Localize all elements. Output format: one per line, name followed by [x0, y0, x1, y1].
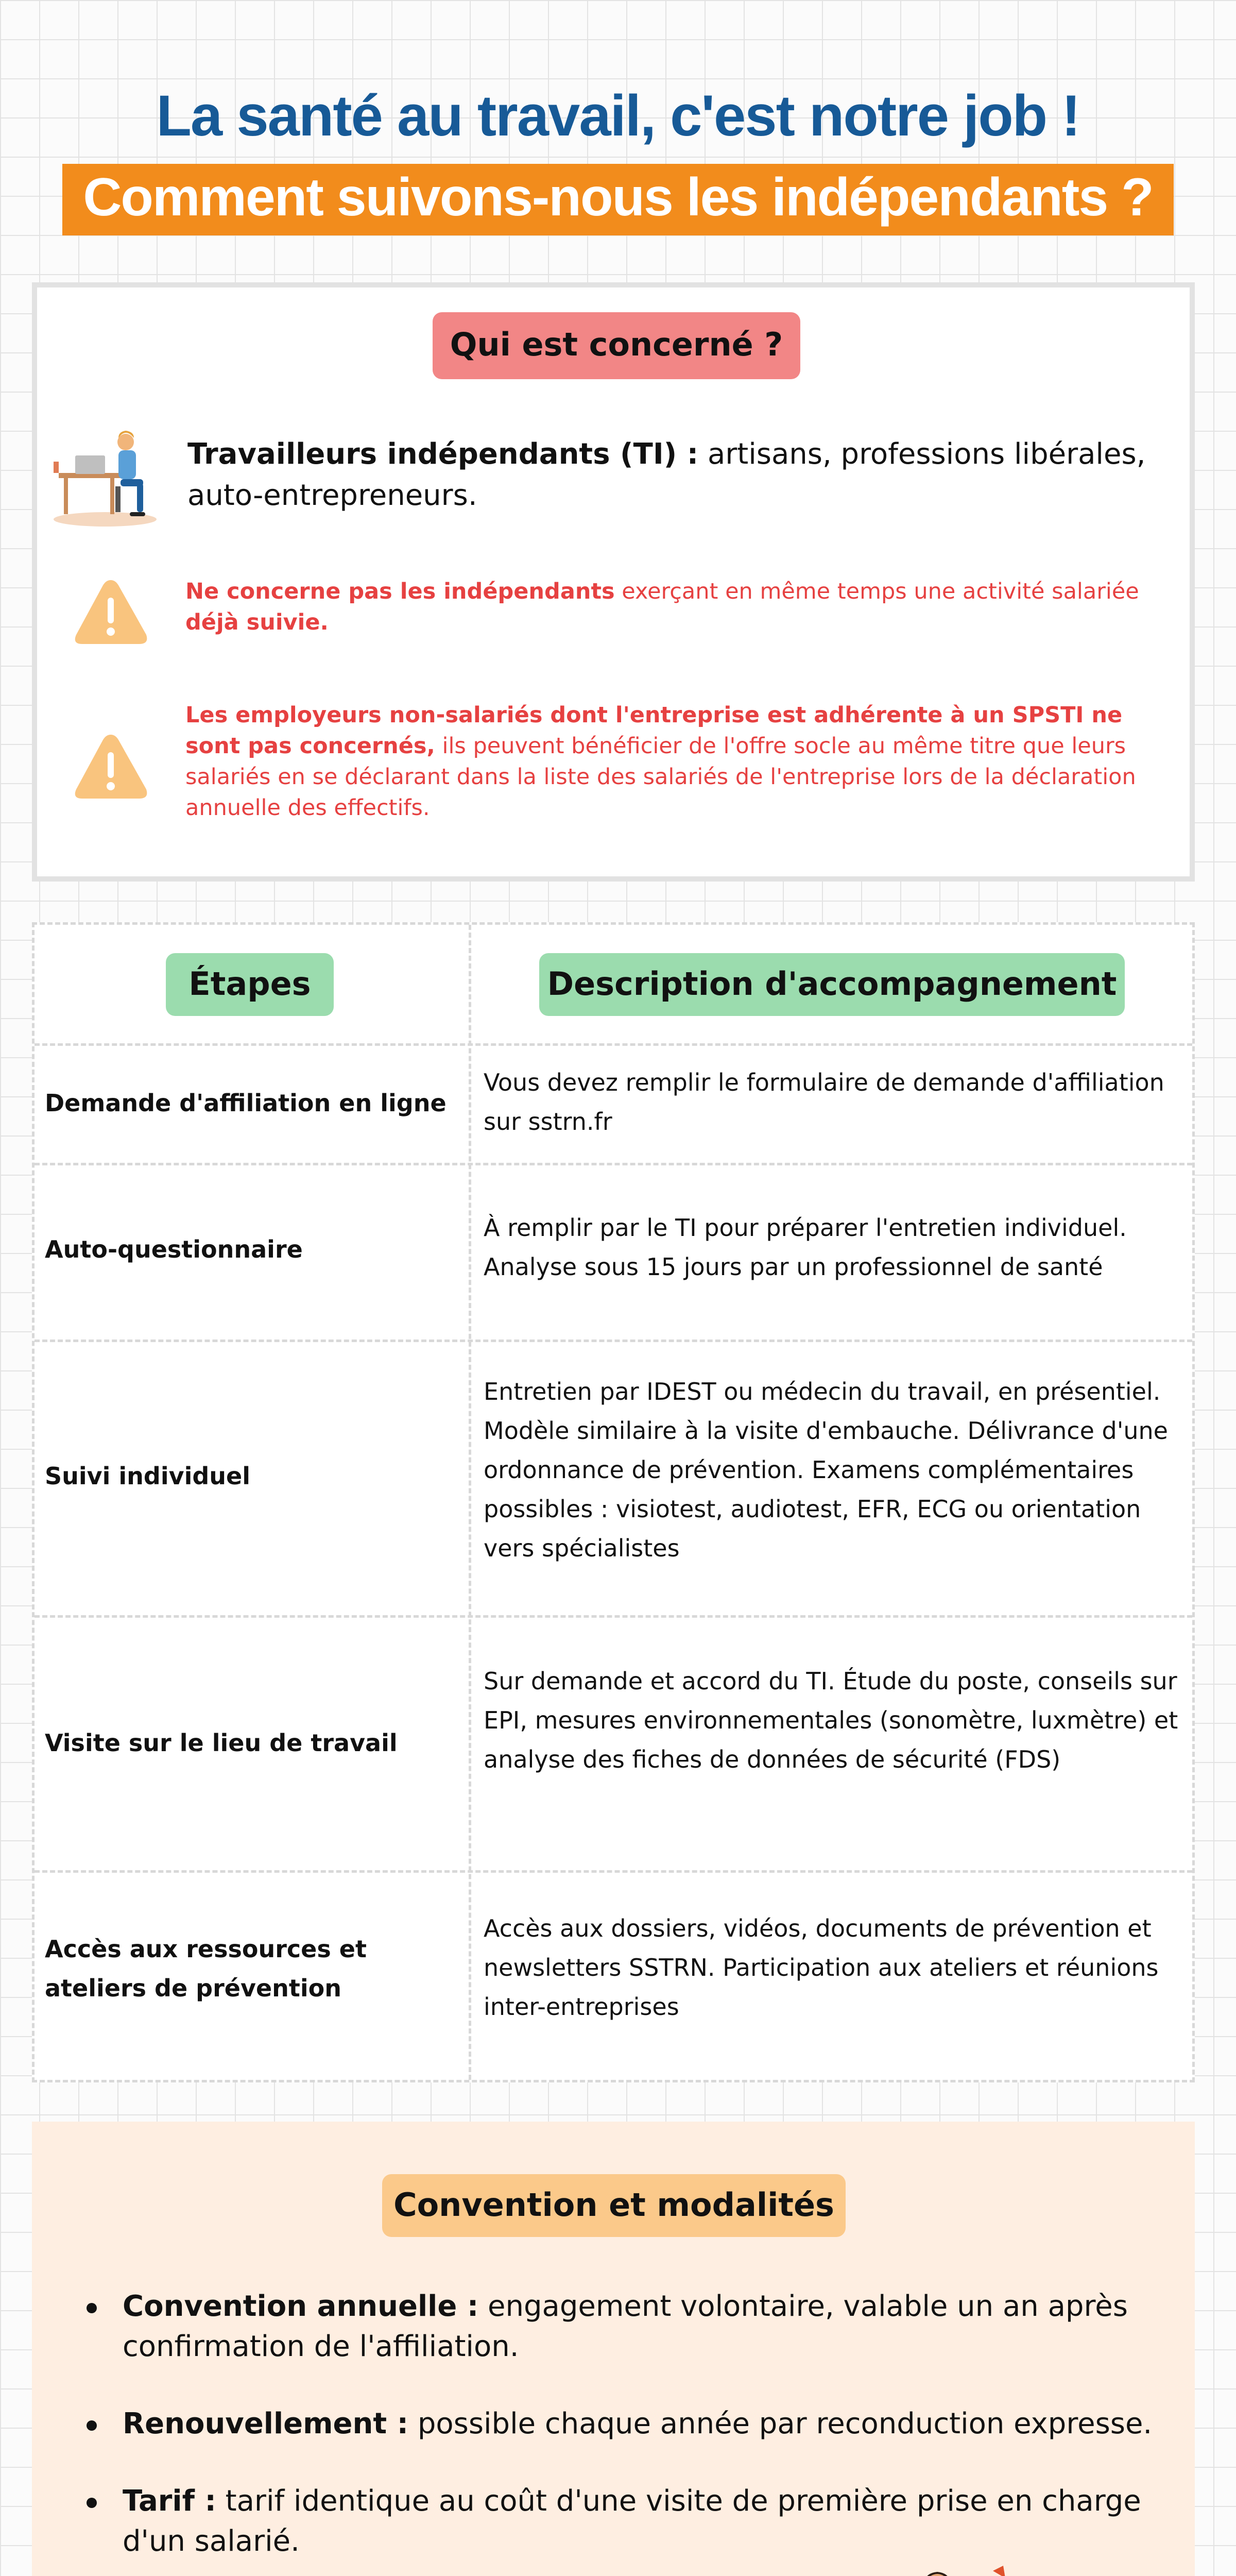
ti-detail: artisans, professions libérales, auto-entrepreneurs. — [187, 437, 1146, 512]
list-item — [87, 2481, 1168, 2562]
steps-column-header: Étapes — [166, 953, 334, 1016]
table-divider — [35, 1163, 1192, 1165]
table-divider — [469, 925, 471, 2080]
convention-item-text: tarif identique au coût d'une visite de première prise en charge d'un salarié. — [123, 2484, 1141, 2558]
warning1-bold2: déjà suivie. — [185, 609, 329, 635]
warning2-bold: Les employeurs non-salariés dont l'entreprise est adhérente à un SPSTI ne sont pas concernés, — [185, 702, 1123, 759]
table-row-description: Entretien par IDEST ou médecin du travail, en présentiel. Modèle similaire à la visite d'embauche. Délivrance d'une ordonnance de prévention. Examens complémentaires possibles : visiotest, audiotest, EFR, ECG ou orientation vers spécialistes — [484, 1378, 1168, 1562]
table-row-step: Auto-questionnaire — [45, 1235, 303, 1263]
ti-description — [187, 434, 1176, 516]
warning-icon — [72, 576, 149, 648]
convention-item-text: possible chaque année par reconduction expresse. — [408, 2407, 1153, 2441]
table-row-description: Accès aux dossiers, vidéos, documents de prévention et newsletters SSTRN. Participation aux ateliers et réunions inter-entreprises — [484, 1914, 1159, 2021]
convention-item-label: Convention annuelle : — [123, 2290, 479, 2323]
convention-item-text: engagement volontaire, valable un an après confirmation de l'affiliation. — [123, 2290, 1128, 2363]
page-title: La santé au travail, c'est notre job ! — [156, 83, 1080, 148]
concerned-heading: Qui est concerné ? — [433, 312, 800, 379]
page-subtitle: Comment suivons-nous les indépendants ? — [62, 164, 1173, 235]
warning1-bold: Ne concerne pas les indépendants — [185, 579, 615, 604]
ti-label: Travailleurs indépendants (TI) : — [187, 437, 699, 471]
subtitle-wrap — [0, 164, 1236, 235]
steps-table — [32, 922, 1195, 2082]
team-meeting-illustration-icon — [901, 2555, 1143, 2576]
table-divider — [35, 1340, 1192, 1342]
concerned-card — [32, 282, 1195, 882]
freelancer-illustration-icon — [48, 416, 167, 530]
table-divider — [35, 1870, 1192, 1873]
warning-text-2 — [185, 700, 1159, 823]
warning2-rest: ils peuvent bénéficier de l'offre socle au même titre que leurs salariés en se déclarant dans la liste des salariés de l'entreprise lors de la déclaration annuelle des effectifs. — [185, 733, 1136, 821]
table-row-step: Suivi individuel — [45, 1462, 251, 1490]
warning1-mid: exerçant en même temps une activité salariée — [614, 579, 1139, 604]
convention-list — [87, 2286, 1168, 2576]
convention-heading: Convention et modalités — [382, 2174, 846, 2237]
table-row-description: Sur demande et accord du TI. Étude du poste, conseils sur EPI, mesures environnementales (sonomètre, luxmètre) et analyse des fiches de données de sécurité (FDS) — [484, 1667, 1178, 1773]
table-row-step: Accès aux ressources et ateliers de prévention — [45, 1935, 367, 2002]
table-divider — [35, 1615, 1192, 1618]
convention-card — [32, 2122, 1195, 2576]
table-row-description: Vous devez remplir le formulaire de demande d'affiliation sur sstrn.fr — [484, 1069, 1164, 1136]
convention-item-label: Renouvellement : — [123, 2407, 409, 2441]
list-item — [87, 2404, 1168, 2444]
table-row-step: Visite sur le lieu de travail — [45, 1729, 398, 1757]
warning-icon — [72, 731, 149, 803]
convention-item-label: Tarif : — [123, 2484, 216, 2518]
list-item — [87, 2286, 1168, 2367]
table-row-description: À remplir par le TI pour préparer l'entretien individuel. Analyse sous 15 jours par un professionnel de santé — [484, 1214, 1127, 1281]
description-column-header: Description d'accompagnement — [539, 953, 1125, 1016]
warning-text-1 — [185, 576, 1159, 638]
table-row-step: Demande d'affiliation en ligne — [45, 1089, 447, 1117]
table-divider — [35, 1043, 1192, 1046]
